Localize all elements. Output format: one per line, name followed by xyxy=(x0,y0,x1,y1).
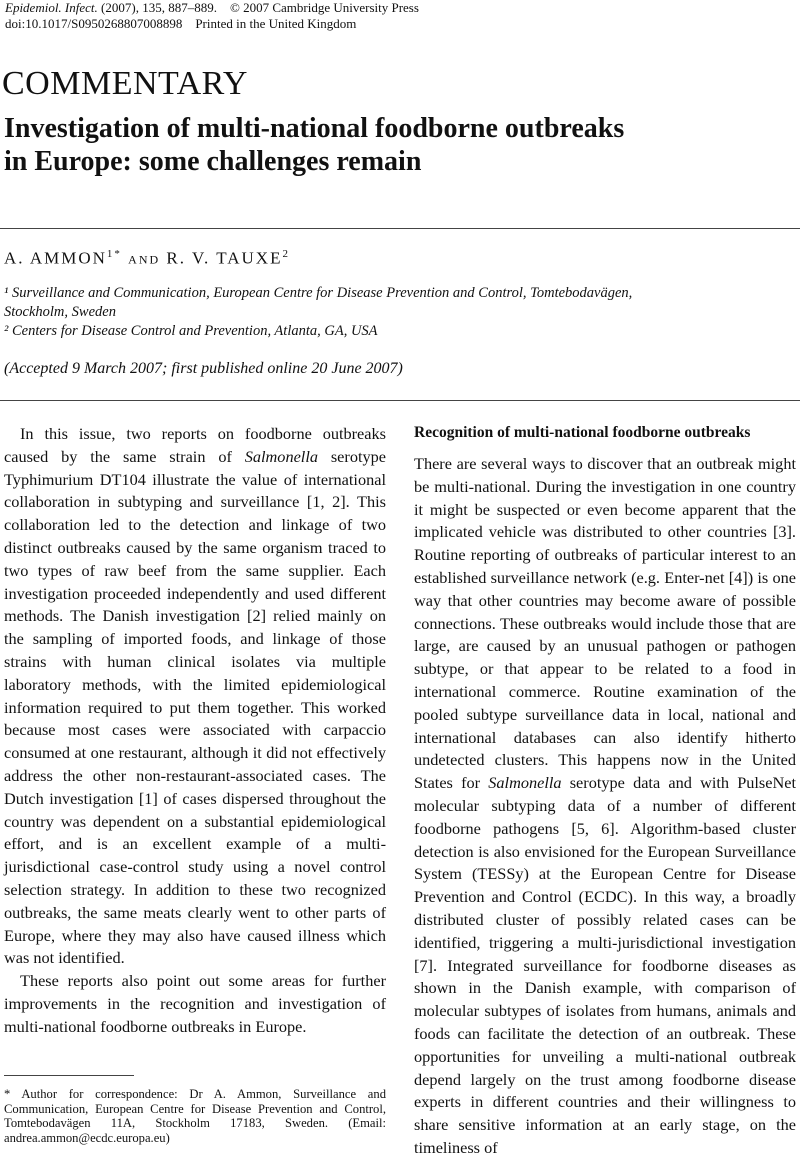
printed-note: Printed in the United Kingdom xyxy=(195,16,357,31)
body-paragraph-3 xyxy=(414,453,796,1160)
author-1-sup: 1* xyxy=(106,248,122,260)
author-2: R. V. TAUXE xyxy=(166,248,283,268)
body-paragraph-2: These reports also point out some areas for further improvements in the recognition and investigation of multi-national foodborne outbreaks in Europe. xyxy=(4,971,386,1036)
text-span: serotype Typhimurium DT104 illustrate the value of international collaboration in subtyping and surveillance [1, 2]. This collaboration led to the detection and linkage of two distinct outbreaks caused by the same organism traced to two types of raw beef from the same supplier. Each investigation proceeded independently and used different methods. The Danish investigation [2] relied mainly on the sampling of imported foods, and linkage of those strains with human clinical isolates via multiple laboratory methods, with the limited epidemiological information required to put them together. This worked because most cases were associated with carpaccio consumed at one restaurant, although it did not effectively address the other non-restaurant-associated cases. The Dutch investigation [1] of cases dispersed throughout the country was dependent on a substantial epidemiological effort, and is an excellent example of a multi-jurisdictional case-control study using a novel control selection strategy. In addition to these two recognized outbreaks, the same meats clearly went to other parts of Europe, where they may also have caused illness which was not identified. xyxy=(4,446,387,968)
section-label: COMMENTARY xyxy=(2,65,248,102)
doi-line xyxy=(5,16,356,31)
italic-span: Salmonella xyxy=(488,773,562,793)
affiliation-2: ² Centers for Disease Control and Prevention, Atlanta, GA, USA xyxy=(4,323,378,339)
doi: doi:10.1017/S0950268807008898 xyxy=(5,16,183,31)
footnote-divider xyxy=(4,1075,134,1076)
article-title-line-2: in Europe: some challenges remain xyxy=(4,146,422,177)
running-header xyxy=(5,0,419,15)
abstract-divider xyxy=(0,400,800,401)
affiliations xyxy=(4,284,794,341)
title-divider xyxy=(0,228,800,229)
correspondence-footnote: * Author for correspondence: Dr A. Ammon, Surveillance and Communication, European Centre for Disease Prevention and Control, Tomtebodavägen 11A, Stockholm 17183, Sweden. (Email: andrea.ammon@ecdc.europa.eu) xyxy=(4,1087,386,1145)
author-conjunction: AND xyxy=(128,252,161,267)
text-span: In this issue, two reports on foodborne outbreaks caused by the same strain of xyxy=(4,424,386,466)
author-line xyxy=(4,248,290,269)
italic-span: Salmonella xyxy=(244,446,318,466)
affiliation-1: ¹ Surveillance and Communication, European Centre for Disease Prevention and Control, Tomtebodavägen, xyxy=(4,285,633,301)
article-title xyxy=(4,112,784,178)
affiliation-1-cont: Stockholm, Sweden xyxy=(4,304,116,320)
text-span: serotype data and with PulseNet molecular subtyping data of a number of different foodborne pathogens [5, 6]. Algorithm-based cluster detection is also envisioned for the European Surveillance System (TESSy) at the European Centre for Disease Prevention and Control (ECDC). In this way, a broadly distributed cluster of possibly related cases can be identified, triggering a multi-jurisdictional investigation [7]. Integrated surveillance for foodborne diseases as shown in the Danish example, with comparison of molecular subtypes of isolates from humans, animals and foods can facilitate the detection of an outbreak. These opportunities for unveiling a multi-national outbreak depend largely on the trust among foodborne disease experts in different countries and their willingness to share sensitive information at an early stage, on the timeliness of xyxy=(414,773,797,1157)
accepted-date: (Accepted 9 March 2007; first published online 20 June 2007) xyxy=(4,360,403,377)
left-column xyxy=(4,423,386,1039)
journal-name: Epidemiol. Infect. xyxy=(5,0,98,15)
author-2-sup: 2 xyxy=(282,248,290,260)
body-paragraph-1 xyxy=(4,423,386,970)
right-column xyxy=(414,423,796,1160)
copyright: © 2007 Cambridge University Press xyxy=(229,0,419,15)
author-1: A. AMMON xyxy=(4,248,107,268)
text-span: There are several ways to discover that an outbreak might be multi-national. During the investigation in one country it might be suspected or even become apparent that the implicated vehicle was distributed to other countries [3]. Routine reporting of outbreaks of particular interest to an established surveillance network (e.g. Enter-net [4]) is one way that other countries may become aware of possible connections. These outbreaks would include those that are large, are caused by an unusual pathogen or pathogen subtype, or that appear to be related to a food in international commerce. Routine examination of the pooled subtype surveillance data in local, national and international databases can also identify hitherto undetected clusters. This happens now in the United States for xyxy=(414,454,796,793)
section-heading: Recognition of multi-national foodborne outbreaks xyxy=(414,424,751,441)
article-title-line-1: Investigation of multi-national foodborne outbreaks xyxy=(4,113,625,144)
citation: (2007), 135, 887–889. xyxy=(101,0,217,15)
